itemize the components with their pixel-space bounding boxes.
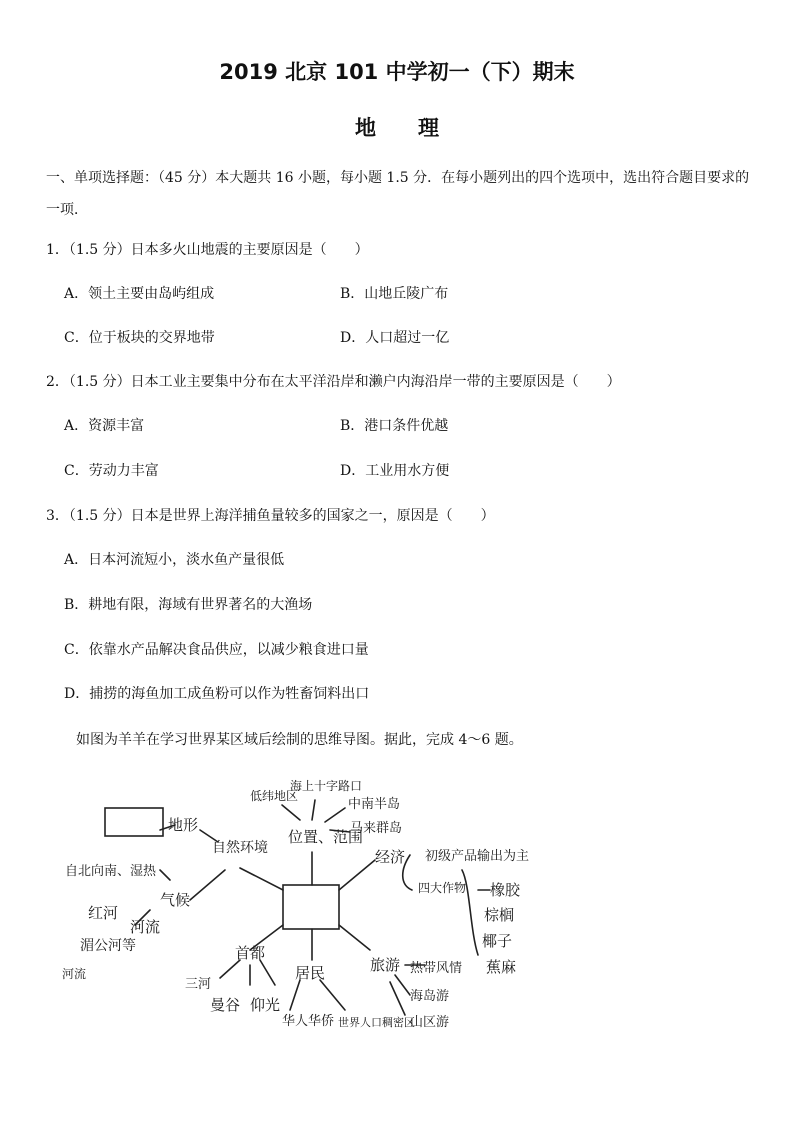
question-2-option-b: B．港口条件优越 <box>340 418 449 434</box>
mind-map-banana: 蕉麻 <box>486 958 517 976</box>
mind-map-economy-detail: 初级产品输出为主 <box>425 849 530 864</box>
mind-map-sea-land: 海上十字路口 <box>290 779 363 793</box>
mind-map-low-latitude: 低纬地区 <box>250 789 299 803</box>
mind-map-nature: 自然环境 <box>212 840 268 856</box>
terrain-blank-box <box>105 808 163 836</box>
section-heading: 一、单项选择题：（45 分）本大题共 16 小题，每小题 1.5 分．在每小题列出的四个选项中，选出符合题目要求的一项． <box>46 170 750 218</box>
document-title: 2019 北京 101 中学初一（下）期末 <box>219 60 575 84</box>
question-2-option-d: D．工业用水方便 <box>340 463 450 479</box>
mind-map-rubber: 橡胶 <box>490 881 521 899</box>
question-3-option-b: B．耕地有限，海域有世界著名的大渔场 <box>64 597 313 613</box>
mind-map-city2: 仰光 <box>250 996 281 1014</box>
question-1-stem: 1．（1.5 分）日本多火山地震的主要原因是（ ） <box>46 242 369 258</box>
mind-map-mekong: 湄公河等 <box>80 938 136 954</box>
mind-map-seaside: 海岛游 <box>410 989 450 1004</box>
figure-intro: 如图为羊羊在学习世界某区域后绘制的思维导图。据此，完成 4～6 题。 <box>76 732 523 748</box>
question-1-option-c: C．位于板块的交界地带 <box>64 330 215 346</box>
question-2-stem: 2．（1.5 分）日本工业主要集中分布在太平洋沿岸和濑户内海沿岸一带的主要原因是（ ） <box>46 374 621 390</box>
mind-map-three: 三河 <box>185 977 212 992</box>
question-1-option-a: A．领土主要由岛屿组成 <box>64 286 215 302</box>
mind-map-rivers: 河流 <box>130 918 161 936</box>
mind-map-position: 位置、范围 <box>288 828 364 846</box>
mind-map-malay: 马来群岛 <box>350 821 403 836</box>
mind-map-chinese: 华人华侨 <box>282 1014 335 1029</box>
mind-map-coconut: 椰子 <box>482 932 513 950</box>
question-1-option-d: D．人口超过一亿 <box>340 330 450 346</box>
mind-map-economy: 经济 <box>375 848 406 866</box>
mind-map-cities: 首都 <box>235 944 266 962</box>
mind-map-figure <box>0 760 794 1070</box>
mind-map-terrain: 地形 <box>168 816 199 834</box>
question-2-option-c: C．劳动力丰富 <box>64 463 159 479</box>
mind-map-culture: 热带风情 <box>410 961 463 976</box>
mind-map-oil-palm: 棕榈 <box>484 906 515 924</box>
mind-map-residents: 居民 <box>295 964 326 982</box>
question-2-option-a: A．资源丰富 <box>64 418 145 434</box>
question-1-option-b: B．山地丘陵广布 <box>340 286 449 302</box>
question-3-option-a: A．日本河流短小，淡水鱼产量很低 <box>64 552 285 568</box>
mind-map-city1: 曼谷 <box>210 996 241 1014</box>
subject-title: 地理 <box>355 116 481 140</box>
mind-map-climate: 气候 <box>160 891 191 909</box>
question-3-option-d: D．捕捞的海鱼加工成鱼粉可以作为牲畜饲料出口 <box>64 686 370 702</box>
center-blank-box <box>283 885 339 929</box>
mind-map-red-river: 红河 <box>88 904 119 922</box>
mind-map-population: 世界人口稠密区 <box>338 1016 415 1029</box>
mind-map-indochina: 中南半岛 <box>348 797 401 812</box>
mind-map-mountain: 山区游 <box>410 1015 450 1030</box>
mind-map-tourism: 旅游 <box>370 956 401 974</box>
mind-map-crops: 四大作物 <box>418 881 467 895</box>
question-3-option-c: C．依靠水产品解决食品供应，以减少粮食进口量 <box>64 642 369 658</box>
question-3-stem: 3．（1.5 分）日本是世界上海洋捕鱼量较多的国家之一，原因是（ ） <box>46 508 495 524</box>
mind-map-climate-types: 自北向南、湿热 <box>65 864 157 879</box>
mind-map-river-names: 河流 <box>62 967 87 981</box>
